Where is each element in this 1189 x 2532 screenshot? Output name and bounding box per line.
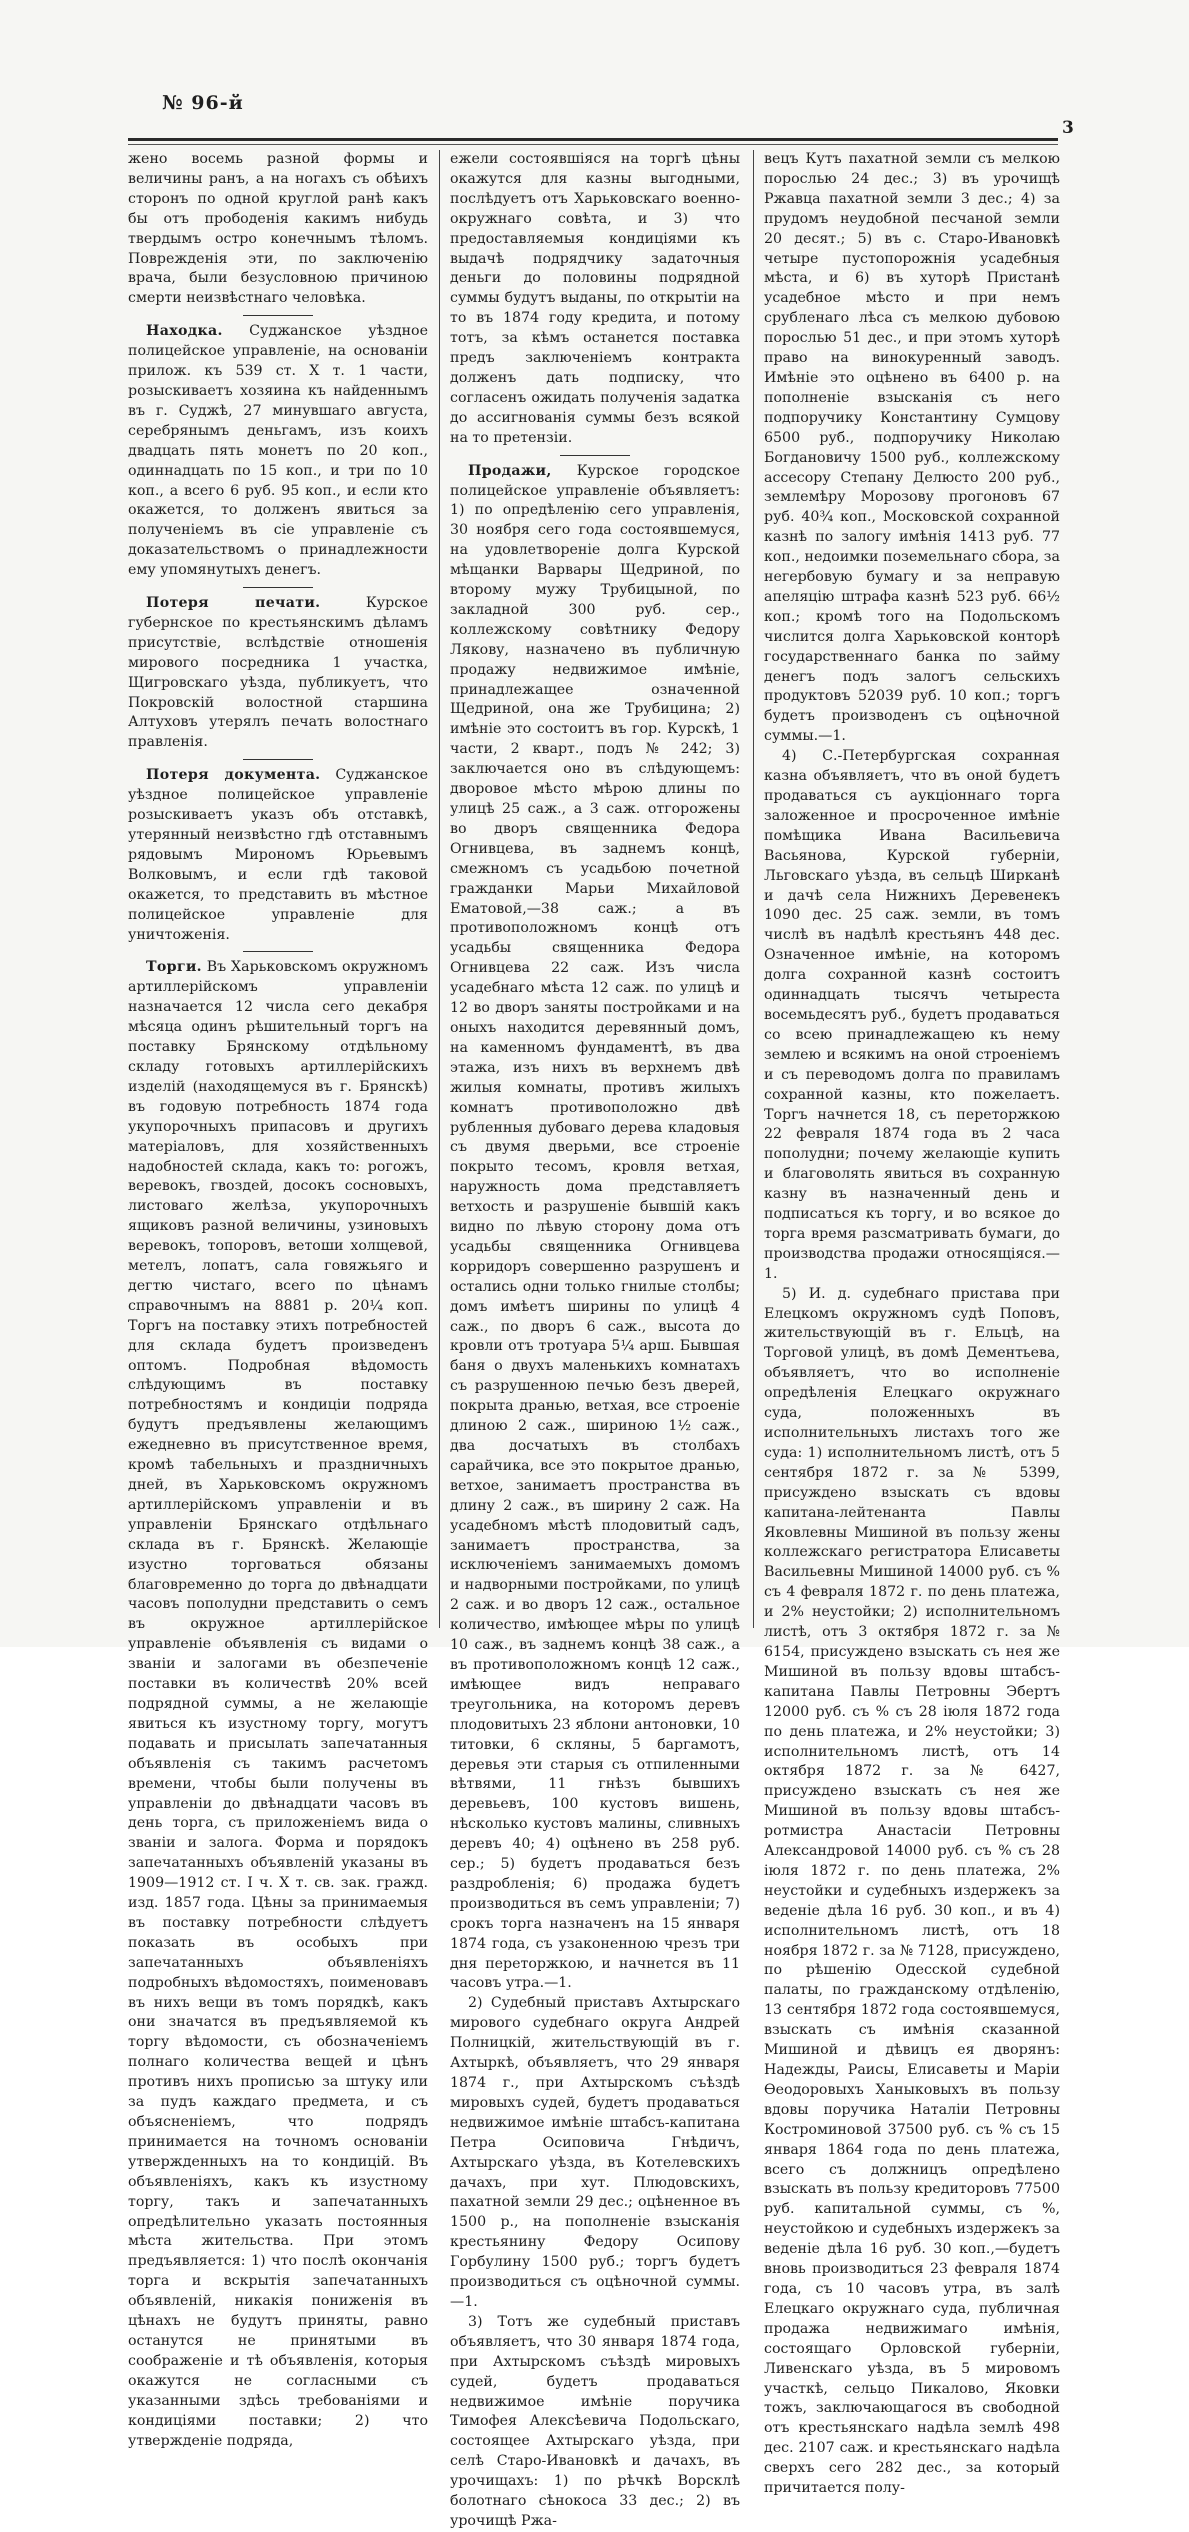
notice-heading: Потеря документа. [146,767,321,784]
notice-body: Курское губернское по крестьянскимъ дѣламъ присутствіе, вслѣдствіе отношенія мирового посредника 1 участка, Щигровскаго уѣзда, публикуетъ, что Покровскій волостной старшина Алтуховъ утерялъ печать волостнаго правленія. [128,595,428,751]
notice-heading: Продажи, [468,462,552,479]
column-3 [764,150,1060,2497]
notice-find [128,322,428,581]
notice-heading: Находка. [146,323,223,340]
header-rule [128,138,1058,141]
separator [243,951,313,952]
page-number: 3 [1062,118,1074,138]
notice-heading: Торги. [146,959,202,976]
column-1 [128,150,428,2449]
notice-body: Курское городское полицейское управленіе объявляетъ: 1) по опредѣленію сего управленія, 30 ноября сего года состоявшемуся, на удовлетвореніе долга Курской мѣщанки Варвары Щедриной, по второму мужу Трубицыной, по закладной 300 руб. сер., коллежскому совѣтнику Федору Лякову, назначено въ публичную продажу недвижимое имѣніе, принадлежащее означенной Щедриной, она же Трубицина; 2) имѣніе это состоитъ въ гор. Курскѣ, 1 части, 2 кварт., подъ № 242; 3) заключается оно въ слѣдующемъ: дворовое мѣсто мѣрою длины по улицѣ 25 саж., а 3 саж. отгорожены во дворъ священника Федора Огнивцева, въ заднемъ концѣ, смежномъ съ усадьбою почетной гражданки Марьи Михайловой Ематовой,—38 саж.; а въ противоположномъ концѣ отъ усадьбы священника Федора Огнивцева 22 саж. Изъ числа усадебнаго мѣста 12 саж. по улицѣ и 12 во дворъ заняты постройками и на оныхъ находится деревянный домъ, на каменномъ фундаментѣ, въ два этажа, изъ нихъ въ верхнемъ двѣ жилыя комнаты, противъ жилыхъ комнатъ противоположно двѣ рубленныя дубоваго дерева кладовыя съ двумя дверьми, все строеніе покрыто тесомъ, кровля ветхая, наружность дома представляетъ ветхость и разрушеніе бывшій какъ видно по лѣвую сторону дома отъ усадьбы священника Огнивцева корридоръ совершенно разрушенъ и остались одни только гнилые столбы; домъ имѣетъ ширины по улицѣ 4 саж., по дворъ 6 саж., высота до кровли отъ тротуара 5¼ арш. Бывшая баня о двухъ маленькихъ комнатахъ съ разрушенною печью безъ дверей, покрыта дранью, ветхая, все строеніе длиною 2 саж., шириною 1½ саж., два досчатыхъ въ столбахъ сарайчика, все это покрытое дранью, ветхое, занимаетъ пространства въ длину 2 саж., въ ширину 2 саж. На усадебномъ мѣстѣ плодовитый садъ, занимаетъ пространства, за исключеніемъ занимаемыхъ домомъ и надворными постройками, по улицѣ 2 саж. и во дворъ 12 саж., остальное количество, имѣющее мѣры по улицѣ 10 саж., въ заднемъ концѣ 38 саж., а въ противоположномъ концѣ 12 саж., имѣющее видъ неправаго треугольника, на которомъ деревъ плодовитыхъ 23 яблони антоновки, 10 титовки, 6 скляны, 5 баргамотъ, деревья эти старыя съ отпиленными вѣтвями, 11 гнѣзъ бывшихъ деревьевъ, 100 кустовъ вишень, нѣсколько кустовъ малины, сливныхъ деревъ 40; 4) оцѣнено въ 258 руб. сер.; 5) будетъ продаваться безъ раздробленія; 6) продажа будетъ производиться въ семъ управленіи; 7) срокъ торга назначенъ на 15 января 1874 года, съ узаконенною чрезъ три дня переторжкою, и начнется въ 11 часовъ утра.—1. [450,462,740,1992]
notice-sale-4: 4) С.-Петербургская сохранная казна объявляетъ, что въ оной будетъ продаваться съ аукціоннаго торга заложенное и просроченное имѣніе помѣщика Ивана Васильевича Васьянова, Курской губерніи, Льговскаго уѣзда, въ сельцѣ Ширканѣ и дачѣ села Нижнихъ Деревенекъ 1090 дес. 25 саж. земли, въ томъ числѣ въ надѣлѣ крестьянъ 448 дес. Означенное имѣніе, на которомъ долга сохранной казнѣ состоитъ одиннадцать тысячъ четыреста восемьдесятъ руб., будетъ продаваться со всею принадлежащею къ нему землею и всякимъ на оной строеніемъ и съ переводомъ долга по правиламъ сохранной казны, кто пожелаетъ. Торгъ начнется 18, съ переторжкою 22 февраля 1874 года въ 2 часа пополудни; почему желающіе купить и благоволять явиться въ сохранную казну въ назначенный день и подписаться къ торгу, и во всякое до торга время разсматривать бумаги, до производства продажи относящіяся.—1. [764,748,1060,1282]
auction-continuation: ежели состоявшіяся на торгѣ цѣны окажутся для казны выгодными, послѣдуетъ отъ Харьковскаго военно-окружнаго совѣта, и 3) что предоставляемыя кондиціями къ выдачѣ подрядчику задаточныя деньги до половины подрядной суммы будутъ выданы, по открытіи на то въ 1874 году кредита, и потому тотъ, за кѣмъ останется поставка предъ заключеніемъ контракта долженъ дать подписку, что согласенъ ожидать полученія задатка до ассигнованія суммы безъ всякой на то претензіи. [450,151,740,446]
separator [243,315,313,316]
notice-sales [450,462,740,1995]
notice-heading: Потеря печати. [146,595,321,612]
separator [560,455,630,456]
columns [128,150,1060,2529]
separator [243,587,313,588]
notice-body: Суджанское уѣздное полицейское управленіе розыскиваетъ указъ объ отставкѣ, утерянный неизвѣстно гдѣ отставнымъ рядовымъ Мирономъ Юрьевымъ Волковымъ, и если гдѣ таковой окажется, то представить въ мѣстное полицейское управленіе для уничтоженія. [128,767,428,943]
header-rule-thin [128,144,1058,145]
notice-auction [128,958,428,2451]
notice-sale-2: 2) Судебный приставъ Ахтырскаго мирового судебнаго округа Андрей Полницкій, жительствующій въ г. Ахтыркѣ, объявляетъ, что 29 января 1874 г., при Ахтырскомъ съѣздѣ мировыхъ судей, будетъ продаваться недвижимое имѣніе штабсъ-капитана Петра Осиповича Гнѣдичъ, Ахтырскаго уѣзда, въ Котелевскихъ дачахъ, при хут. Плюдовскихъ, пахатной земли 29 дес.; оцѣненное въ 1500 р., на пополненіе взысканія крестьянину Федору Осипову Горбулину 1500 руб.; торгъ будетъ производиться съ оцѣночной суммы.—1. [450,1995,740,2310]
notice-body: Суджанское уѣздное полицейское управленіе, на основаніи прилож. къ 539 ст. X т. 1 части, розыскиваетъ хозяина къ найденнымъ въ г. Суджѣ, 27 минувшаго августа, серебрянымъ деньгамъ, изъ коихъ двадцать пять монетъ по 20 коп., одиннадцать по 15 коп., и три по 10 коп., а всего 6 руб. 95 коп., и если кто окажется, то долженъ явиться за полученіемъ въ сіе управленіе съ доказательствомъ о принадлежности ему упомянутыхъ денегъ. [128,323,428,579]
notice-document-loss [128,766,428,945]
separator [243,759,313,760]
notice-body: Въ Харьковскомъ окружномъ артиллерійскомъ управленіи назначается 12 числа сего декабря мѣсяца одинъ рѣшительный торгъ на поставку Брянскому отдѣльному складу готовыхъ артиллерійскихъ изделій (находящемуся въ г. Брянскѣ) въ годовую потребность 1874 года укупорочныхъ припасовъ и другихъ матеріаловъ, для хозяйственныхъ надобностей склада, какъ то: рогожъ, веревокъ, гвоздей, досокъ сосновыхъ, листоваго желѣза, укупорочныхъ ящиковъ разной величины, узиновыхъ веревокъ, топоровъ, ветоши холщевой, метелъ, лопатъ, сала говяжьяго и дегтю чистаго, всего по цѣнамъ справочнымъ на 8881 р. 20¼ коп. Торгъ на поставку этихъ потребностей для склада будетъ произведенъ оптомъ. Подробная вѣдомость слѣдующимъ въ поставку потребностямъ и кондиціи подряда будутъ предъявлены желающимъ ежедневно въ присутственное время, кромѣ табельныхъ и праздничныхъ дней, въ Харьковскомъ окружномъ артиллерійскомъ управленіи и въ управленіи Брянскаго отдѣльнаго склада въ г. Брянскѣ. Желающіе изустно торговаться обязаны благовременно до торга до двѣнадцати часовъ пополудни представить о семъ въ окружное артиллерійское управленіе объявленія съ видами о званіи и залогами въ обезпеченіе поставки въ количествѣ 20% всей подрядной суммы, а не желающіе явиться къ изустному торгу, могутъ подавать и присылать запечатанныя объявленія съ такимъ расчетомъ времени, чтобы были получены въ управленіи до двѣнадцати часовъ въ день торга, съ приложеніемъ вида о званіи и залога. Форма и порядокъ запечатанныхъ объявленій указаны въ 1909—1912 ст. I ч. X т. св. зак. гражд. изд. 1857 года. Цѣны за принимаемыя въ поставку потребности слѣдуетъ показать въ особыхъ при запечатанныхъ объявленіяхъ подробныхъ вѣдомостяхъ, поименовавъ въ нихъ вещи въ томъ порядкѣ, какъ они значатся въ предъявляемой къ торгу вѣдомости, съ обозначеніемъ полнаго количества вещей и цѣнъ противъ нихъ прописью за штуку или за пудъ каждаго предмета, и съ объясненіемъ, что подрядъ принимается на точномъ основаніи утвержденныхъ на то кондицій. Въ объявленіяхъ, какъ къ изустному торгу, такъ и запечатанныхъ опредѣлительно указать постоянныя мѣста жительства. При этомъ предъявляется: 1) что послѣ окончанія торга и вскрытія запечатанныхъ объявленій, никакія пониженія въ цѣнахъ не будутъ приняты, равно останутся не принятыми въ соображеніе и тѣ объявленія, которыя окажутся не согласными съ указанными здѣсь требованіями и кондиціями поставки; 2) что утвержденіе подряда, [128,959,428,2449]
column-2 [450,150,740,2529]
notice-sale-5: 5) И. д. судебнаго пристава при Елецкомъ окружномъ судѣ Поповъ, жительствующій въ г. Ельцѣ, на Торговой улицѣ, въ домѣ Дементьева, объявляетъ, что во исполненіе опредѣленія Елецкаго окружнаго суда, положенныхъ въ исполнительныхъ листахъ того же суда: 1) исполнительномъ листѣ, отъ 5 сентября 1872 г. за № 5399, присуждено взыскать съ вдовы капитана-лейтенанта Павлы Яковлевны Мишиной въ пользу жены коллежскаго регистратора Елисаветы Васильевны Мишиной 14000 руб. съ % съ 4 февраля 1872 г. по день платежа, и 2% неустойки; 2) исполнительномъ листѣ, отъ 3 октября 1872 г. за № 6154, присуждено взыскать съ нея же Мишиной въ пользу вдовы штабсъ-капитана Павлы Петровны Эбертъ 12000 руб. съ % съ 28 іюля 1872 года по день платежа, и 2% неустойки; 3) исполнительномъ листѣ, отъ 14 октября 1872 г. за № 6427, присуждено взыскать съ нея же Мишиной въ пользу вдовы штабсъ-ротмистра Анастасіи Петровны Александровой 14000 руб. съ % съ 28 іюля 1872 г. по день платежа, 2% неустойки и судебныхъ издержекъ за веденіе дѣла 16 руб. 30 коп., и въ 4) исполнительномъ листѣ, отъ 18 ноября 1872 г. за № 7128, присуждено, по рѣшенію Одесской судебной палаты, по гражданскому отдѣленію, 13 сентября 1872 года состоявшемуся, взыскать съ имѣнія сказанной Мишиной и дѣвицъ ея дворянъ: Надежды, Раисы, Елисаветы и Маріи Ѳеодоровыхъ Ханыковыхъ въ пользу вдовы поручика Наталіи Петровны Костроминовой 37500 руб. съ % съ 15 января 1864 года по день платежа, всего съ должницъ опредѣлено взыскать въ пользу кредиторовъ 77500 руб. капитальной суммы, съ %, неустойкою и судебныхъ издержекъ за веденіе дѣла 16 руб. 30 коп.,—будетъ вновь производиться 23 февраля 1874 года, съ 10 часовъ утра, въ залѣ Елецкаго окружнаго суда, публичная продажа недвижимаго имѣнія, состоящаго Орловской губерніи, Ливенскаго уѣзда, въ 5 мировомъ участкѣ, сельцо Пикалово, Яковки тожъ, заключающагося въ свободной отъ крестьянскаго надѣла землѣ 498 дес. 2107 саж. и крестьянскаго надѣла сверхъ сего 282 дес., за который причитается полу- [764,1285,1060,2497]
sale-3-continuation: вецъ Кутъ пахатной земли съ мелкою порослью 24 дес.; 3) въ урочищѣ Ржавца пахатной земли 3 дес.; 4) за прудомъ неудобной песчаной земли 20 десят.; 5) въ с. Старо-Ивановкѣ четыре пустопорожнія усадебныя мѣста, и 6) въ хуторѣ Пристанѣ усадебное мѣсто и при немъ срубленаго лѣса съ мелкою дубовою порослью 51 дес., и при этомъ хуторѣ право на винокуренный заводъ. Имѣніе это оцѣнено въ 6400 р. на пополненіе взысканія съ него подпоручику Константину Сумцову 6500 руб., подпоручику Николаю Богдановичу 1500 руб., коллежскому ассесору Степану Делюсто 200 руб., землемѣру Морозову прогоновъ 67 руб. 40¾ коп., Московской сохранной казнѣ по залогу имѣнія 1413 руб. 77 коп., недоимки поземельнаго сбора, за негербовую бумагу и за неправую апеляцію штрафа казнѣ 523 руб. 66½ коп.; кромѣ того на Подольскомъ числится долга Харьковской конторѣ государственнаго банка по займу денегъ подъ залогъ сельскихъ продуктовъ 52039 руб. 10 коп.; торгъ будетъ производенъ съ оцѣночной суммы.—1. [764,151,1060,745]
article-continuation: жено восемь разной формы и величины ранъ, а на ногахъ съ обѣихъ сторонъ по одной круглой ранѣ какъ бы отъ прободенія какимъ нибудь твердымъ остро конечнымъ тѣломъ. Поврежденія эти, по заключенію врача, были безусловною причиною смерти неизвѣстнаго человѣка. [128,151,428,307]
issue-number: № 96-й [162,92,244,114]
notice-sale-3: 3) Тотъ же судебный приставъ объявляетъ, что 30 января 1874 года, при Ахтырскомъ съѣздѣ мировыхъ судей, будетъ продаваться недвижимое имѣніе поручика Тимофея Алексѣевича Подольскаго, состоящее Ахтырскаго уѣзда, при селѣ Старо-Ивановкѣ и дачахъ, въ урочищахъ: 1) по рѣчкѣ Ворсклѣ болотнаго сѣнокоса 33 дес.; 2) въ урочищѣ Ржа- [450,2313,740,2529]
notice-seal-loss [128,594,428,753]
